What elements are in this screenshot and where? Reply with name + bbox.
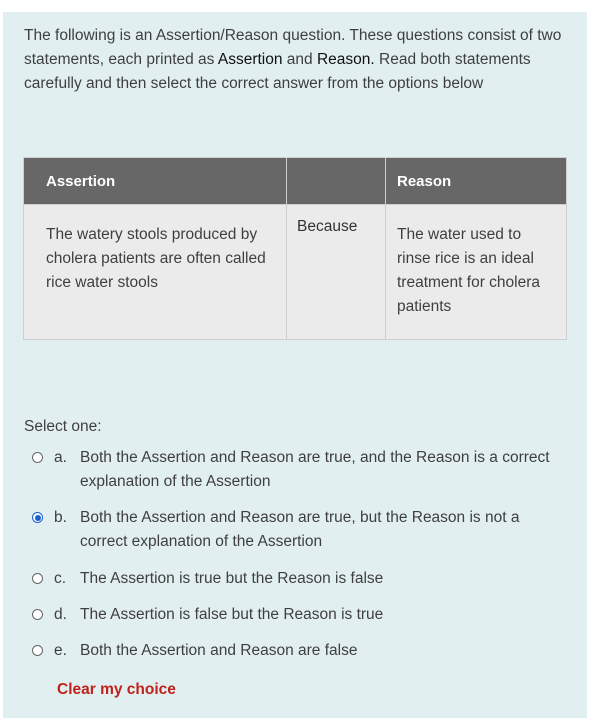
option-text: Both the Assertion and Reason are true, and the Reason is a correct explanation of the Assertion [80, 449, 550, 490]
radio-a[interactable] [32, 452, 43, 463]
because-cell: Because [287, 205, 386, 340]
intro-assertion-word: Assertion [217, 51, 283, 68]
radio-b[interactable] [32, 512, 43, 523]
option-letter: b. [54, 509, 67, 526]
select-one-label: Select one: [24, 418, 102, 435]
intro-and: and [282, 51, 317, 68]
option-letter: e. [54, 642, 67, 659]
option-text: Both the Assertion and Reason are false [80, 642, 358, 659]
assertion-reason-table [23, 157, 567, 340]
question-panel [3, 12, 587, 718]
assertion-cell: The watery stools produced by cholera patients are often called rice water stools [24, 205, 287, 340]
assertion-header: Assertion [24, 158, 287, 205]
table-header-row [24, 158, 567, 205]
table-row [24, 205, 567, 340]
intro-text-2: Read both statements carefully and then select the correct answer from the options below [24, 51, 531, 92]
intro-text-1: The following is an Assertion/Reason question. These questions consist of two statements, each printed as [24, 27, 562, 68]
option-text: Both the Assertion and Reason are true, but the Reason is not a correct explanation of the Assertion [80, 509, 520, 550]
radio-e[interactable] [32, 645, 43, 656]
clear-choice-link[interactable]: Clear my choice [57, 681, 176, 698]
reason-header: Reason [386, 158, 567, 205]
option-letter: c. [54, 570, 67, 587]
radio-d[interactable] [32, 609, 43, 620]
option-letter: a. [54, 449, 67, 466]
question-intro [24, 24, 564, 96]
radio-c[interactable] [32, 573, 43, 584]
option-letter: d. [54, 606, 67, 623]
option-text: The Assertion is true but the Reason is false [80, 570, 384, 587]
option-text: The Assertion is false but the Reason is true [80, 606, 384, 623]
middle-header [287, 158, 386, 205]
intro-reason-word: Reason. [316, 51, 375, 68]
reason-cell: The water used to rinse rice is an ideal treatment for cholera patients [386, 205, 567, 340]
